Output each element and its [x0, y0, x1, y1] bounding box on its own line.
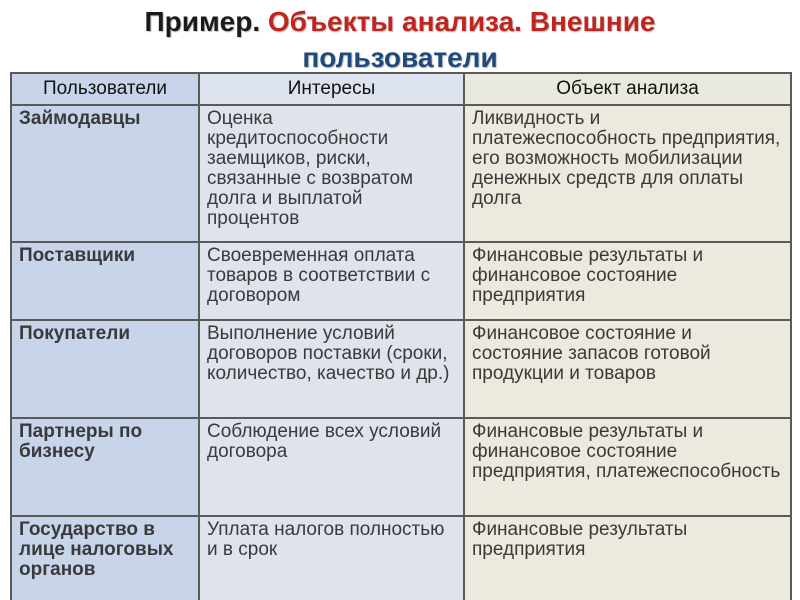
row-object: Финансовые результаты и финансовое состояние предприятия, платежеспособность: [464, 418, 791, 516]
title-line2: пользователи: [302, 42, 498, 73]
header-row: [11, 73, 791, 105]
analysis-table: [10, 72, 792, 600]
row-user: Покупатели: [11, 320, 199, 418]
header-object: Объект анализа: [464, 73, 791, 105]
table-row: [11, 320, 791, 418]
row-user: Поставщики: [11, 242, 199, 320]
title-prefix: Пример.: [144, 6, 261, 37]
row-object: Финансовые результаты и финансовое состояние предприятия: [464, 242, 791, 320]
row-user: Государство в лице налоговых органов: [11, 516, 199, 600]
header-users: Пользователи: [11, 73, 199, 105]
header-interests: Интересы: [199, 73, 464, 105]
row-interest: Оценка кредитоспособности заемщиков, риски, связанные с возвратом долга и выплатой процентов: [199, 105, 464, 242]
table-row: [11, 242, 791, 320]
table-row: [11, 418, 791, 516]
row-object: Финансовое состояние и состояние запасов готовой продукции и товаров: [464, 320, 791, 418]
row-object: Финансовые результаты предприятия: [464, 516, 791, 600]
title-line1: Объекты анализа. Внешние: [267, 6, 656, 37]
table-row: [11, 516, 791, 600]
row-user: Партнеры по бизнесу: [11, 418, 199, 516]
row-interest: Соблюдение всех условий договора: [199, 418, 464, 516]
row-user: Займодавцы: [11, 105, 199, 242]
row-interest: Своевременная оплата товаров в соответствии с договором: [199, 242, 464, 320]
slide-title: [0, 4, 800, 76]
row-interest: Выполнение условий договоров поставки (сроки, количество, качество и др.): [199, 320, 464, 418]
row-object: Ликвидность и платежеспособность предприятия, его возможность мобилизации денежных средств для оплаты долга: [464, 105, 791, 242]
row-interest: Уплата налогов полностью и в срок: [199, 516, 464, 600]
table-row: [11, 105, 791, 242]
